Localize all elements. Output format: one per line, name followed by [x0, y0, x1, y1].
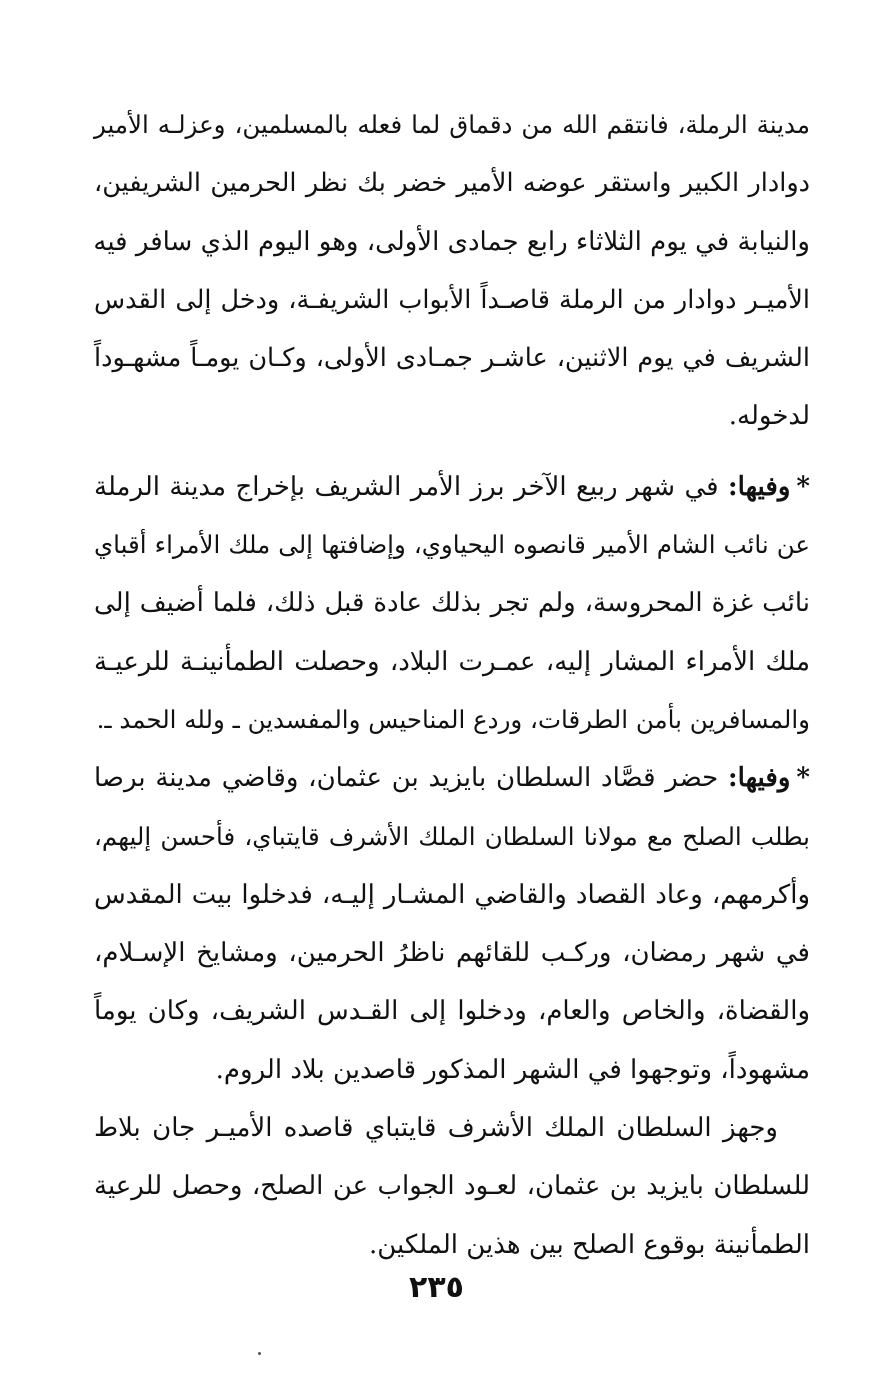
- paragraph-4: [94, 1099, 810, 1274]
- bullet-asterisk: *: [796, 471, 810, 502]
- text-line: دوادار الكبير واستقر عوضه الأمير خضر بك نظر الحرمين الشريفين،: [94, 168, 810, 199]
- text-line: عن نائب الشام الأمير قانصوه اليحياوي، وإضافتها إلى ملك الأمراء أقباي: [94, 530, 810, 560]
- text-line: مدينة الرملة، فانتقم الله من دقماق لما فعله بالمسلمين، وعزلـه الأمير: [94, 110, 810, 139]
- paragraph-lead: وفيها:: [728, 471, 791, 502]
- text-line: بطلب الصلح مع مولانا السلطان الملك الأشرف قايتباي، فأحسن إليهم،: [94, 821, 810, 851]
- paragraph-lead: وفيها:: [728, 763, 791, 794]
- text-line: والنيابة في يوم الثلاثاء رابع جمادى الأولى، وهو اليوم الذي سافر فيه: [93, 226, 810, 257]
- text-line: في شهر رمضان، وركـب للقائهم ناظرُ الحرمين، ومشايخ الإسـلام،: [94, 938, 810, 969]
- paragraph-1: [94, 96, 810, 446]
- text-line: مشهوداً، وتوجهوا في الشهر المذكور قاصدين بلاد الروم.: [215, 1054, 810, 1085]
- text-line: للسلطان بايزيد بن عثمان، لعـود الجواب عن الصلح، وحصل للرعية: [94, 1171, 810, 1202]
- bullet-asterisk: *: [796, 763, 810, 794]
- paragraph-gap: [94, 446, 810, 458]
- text-line-lead: [94, 458, 810, 516]
- text-line: نائب غزة المحروسة، ولم تجر بذلك عادة قبل ذلك، فلما أضيف إلى: [94, 588, 810, 619]
- text-line: وأكرمهم، وعاد القصاد والقاضي المشـار إليـه، فدخلوا بيت المقدس: [94, 879, 810, 910]
- text-line: الأميـر دوادار من الرملة قاصـداً الأبواب الشريفـة، ودخل إلى القدس: [94, 284, 810, 315]
- text-line: الشريف في يوم الاثنين، عاشـر جمـادى الأولى، وكـان يومـاً مشهـوداً: [94, 343, 810, 374]
- paragraph-3: [94, 749, 810, 1099]
- print-speck: [258, 1352, 261, 1355]
- text-line: حضر قصَّاد السلطان بايزيد بن عثمان، وقاضي مدينة برصا: [94, 763, 729, 794]
- text-line: الطمأنينة بوقوع الصلح بين هذين الملكين.: [368, 1229, 810, 1260]
- page-body: [94, 96, 810, 1274]
- page-number: ٢٣٥: [409, 1270, 464, 1305]
- text-line: وجهز السلطان الملك الأشرف قايتباي قاصده الأميـر جان بلاط: [94, 1113, 778, 1144]
- paragraph-2: [94, 458, 810, 749]
- text-line: والمسافرين بأمن الطرقات، وردع المناحيس والمفسدين ـ ولله الحمد ـ.: [96, 704, 810, 734]
- text-line-lead: [94, 749, 810, 807]
- text-line: لدخوله.: [728, 401, 810, 432]
- text-line: ملك الأمراء المشار إليه، عمـرت البلاد، وحصلت الطمأنينـة للرعيـة: [94, 646, 810, 677]
- text-line: في شهر ربيع الآخر برز الأمر الشريف بإخراج مدينة الرملة: [94, 471, 729, 502]
- text-line: والقضاة، والخاص والعام، ودخلوا إلى القـدس الشريف، وكان يوماً: [94, 996, 810, 1027]
